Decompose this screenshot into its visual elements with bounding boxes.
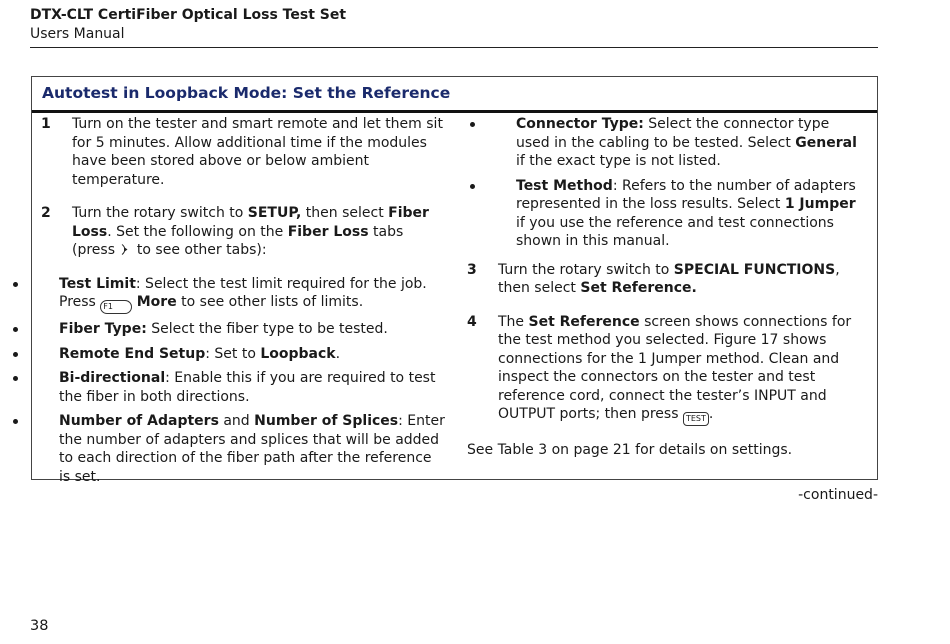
desc: : Refers to the number of adapters represented in the loss results. Select — [516, 177, 856, 212]
desc: and — [218, 413, 255, 429]
step-text: screen shows connections for the test method you selected. Figure 17 shows connections for the 1 Jumper method. Clean and inspect the connectors on the tester and test reference cord, connect the tester’s INPUT and OUTPUT ports; then press — [498, 313, 852, 422]
step-text: The — [498, 313, 529, 330]
list-item — [467, 115, 867, 171]
desc: if the exact type is not listed. — [516, 153, 721, 169]
list-item — [10, 275, 446, 315]
step-3 — [467, 261, 867, 298]
procedure-box — [31, 76, 878, 485]
step-text: then select — [301, 205, 389, 221]
term: Fiber Type: — [59, 321, 147, 337]
desc: Select the connector type used in the cabling to be tested. Select — [516, 116, 830, 151]
step-1 — [41, 115, 446, 189]
list-item — [10, 345, 446, 364]
desc: . — [335, 345, 341, 362]
settings-list — [41, 275, 446, 487]
procedure-title: Autotest in Loopback Mode: Set the Reference — [32, 77, 877, 113]
f1-key-icon: F1 — [100, 300, 132, 314]
test-key-icon: TEST — [683, 412, 709, 426]
term: Test Method — [516, 177, 613, 194]
special-functions-label: SPECIAL FUNCTIONS — [673, 261, 836, 278]
term: Bi-directional — [59, 370, 166, 386]
list-item — [10, 412, 446, 486]
manual-title: DTX-CLT CertiFiber Optical Loss Test Set — [30, 7, 347, 23]
term: Number of Splices — [254, 413, 399, 429]
desc: : Enable this if you are required to test the fiber in both directions. — [59, 370, 436, 405]
list-item — [10, 369, 446, 406]
fiber-loss-label: Fiber Loss — [72, 205, 429, 240]
desc: if you use the reference and test connections shown in this manual. — [516, 214, 834, 249]
desc: : Select the test limit required for the job. Press — [59, 275, 427, 310]
desc: to see other lists of limits. — [176, 294, 364, 310]
term: 1 Jumper — [784, 196, 856, 212]
step-4 — [467, 313, 867, 427]
desc: Select the fiber type to be tested. — [146, 321, 388, 337]
step-text: to see other tabs): — [132, 242, 267, 258]
step-number: 1 — [41, 116, 51, 132]
step-text: , then select — [498, 261, 840, 296]
manual-subtitle: Users Manual — [30, 26, 125, 42]
continued-note: -continued- — [798, 487, 878, 503]
list-item — [10, 320, 446, 339]
fiber-loss-label: Fiber Loss — [287, 223, 369, 240]
right-column — [467, 115, 867, 460]
step-text: . — [708, 406, 714, 422]
term: Remote End Setup — [59, 345, 206, 362]
settings-list-continued — [467, 115, 867, 251]
desc: : Enter the number of adapters and splices that will be added to each direction of the fiber path after the reference is set. — [59, 413, 445, 485]
set-reference-label: Set Reference — [528, 313, 640, 330]
term: Loopback — [260, 345, 336, 362]
term: More — [136, 294, 177, 310]
page-number: 38 — [30, 618, 49, 634]
step-number: 2 — [41, 205, 51, 221]
set-reference-label: Set Reference. — [580, 280, 697, 296]
desc: : Set to — [205, 345, 261, 362]
right-arrow-key-icon — [119, 243, 132, 256]
running-header — [30, 6, 346, 44]
left-column — [41, 115, 446, 492]
term: Number of Adapters — [59, 413, 219, 429]
setup-label: SETUP, — [247, 205, 302, 221]
step-number: 4 — [467, 313, 477, 330]
step-2 — [41, 204, 446, 260]
term: General — [795, 134, 857, 151]
step-text: Turn on the tester and smart remote and let them sit for 5 minutes. Allow additional time if the modules have been stored above or below ambient temperature. — [72, 116, 443, 188]
header-divider — [30, 47, 878, 48]
step-text: Turn the rotary switch to — [72, 205, 248, 221]
term: Connector Type: — [516, 116, 644, 132]
see-table-note: See Table 3 on page 21 for details on settings. — [467, 442, 793, 458]
step-text: tabs (press — [72, 223, 404, 258]
step-number: 3 — [467, 261, 477, 278]
term: Test Limit — [59, 275, 136, 292]
step-text: . Set the following on the — [107, 223, 288, 240]
step-text: Turn the rotary switch to — [498, 261, 674, 278]
list-item — [467, 177, 867, 251]
